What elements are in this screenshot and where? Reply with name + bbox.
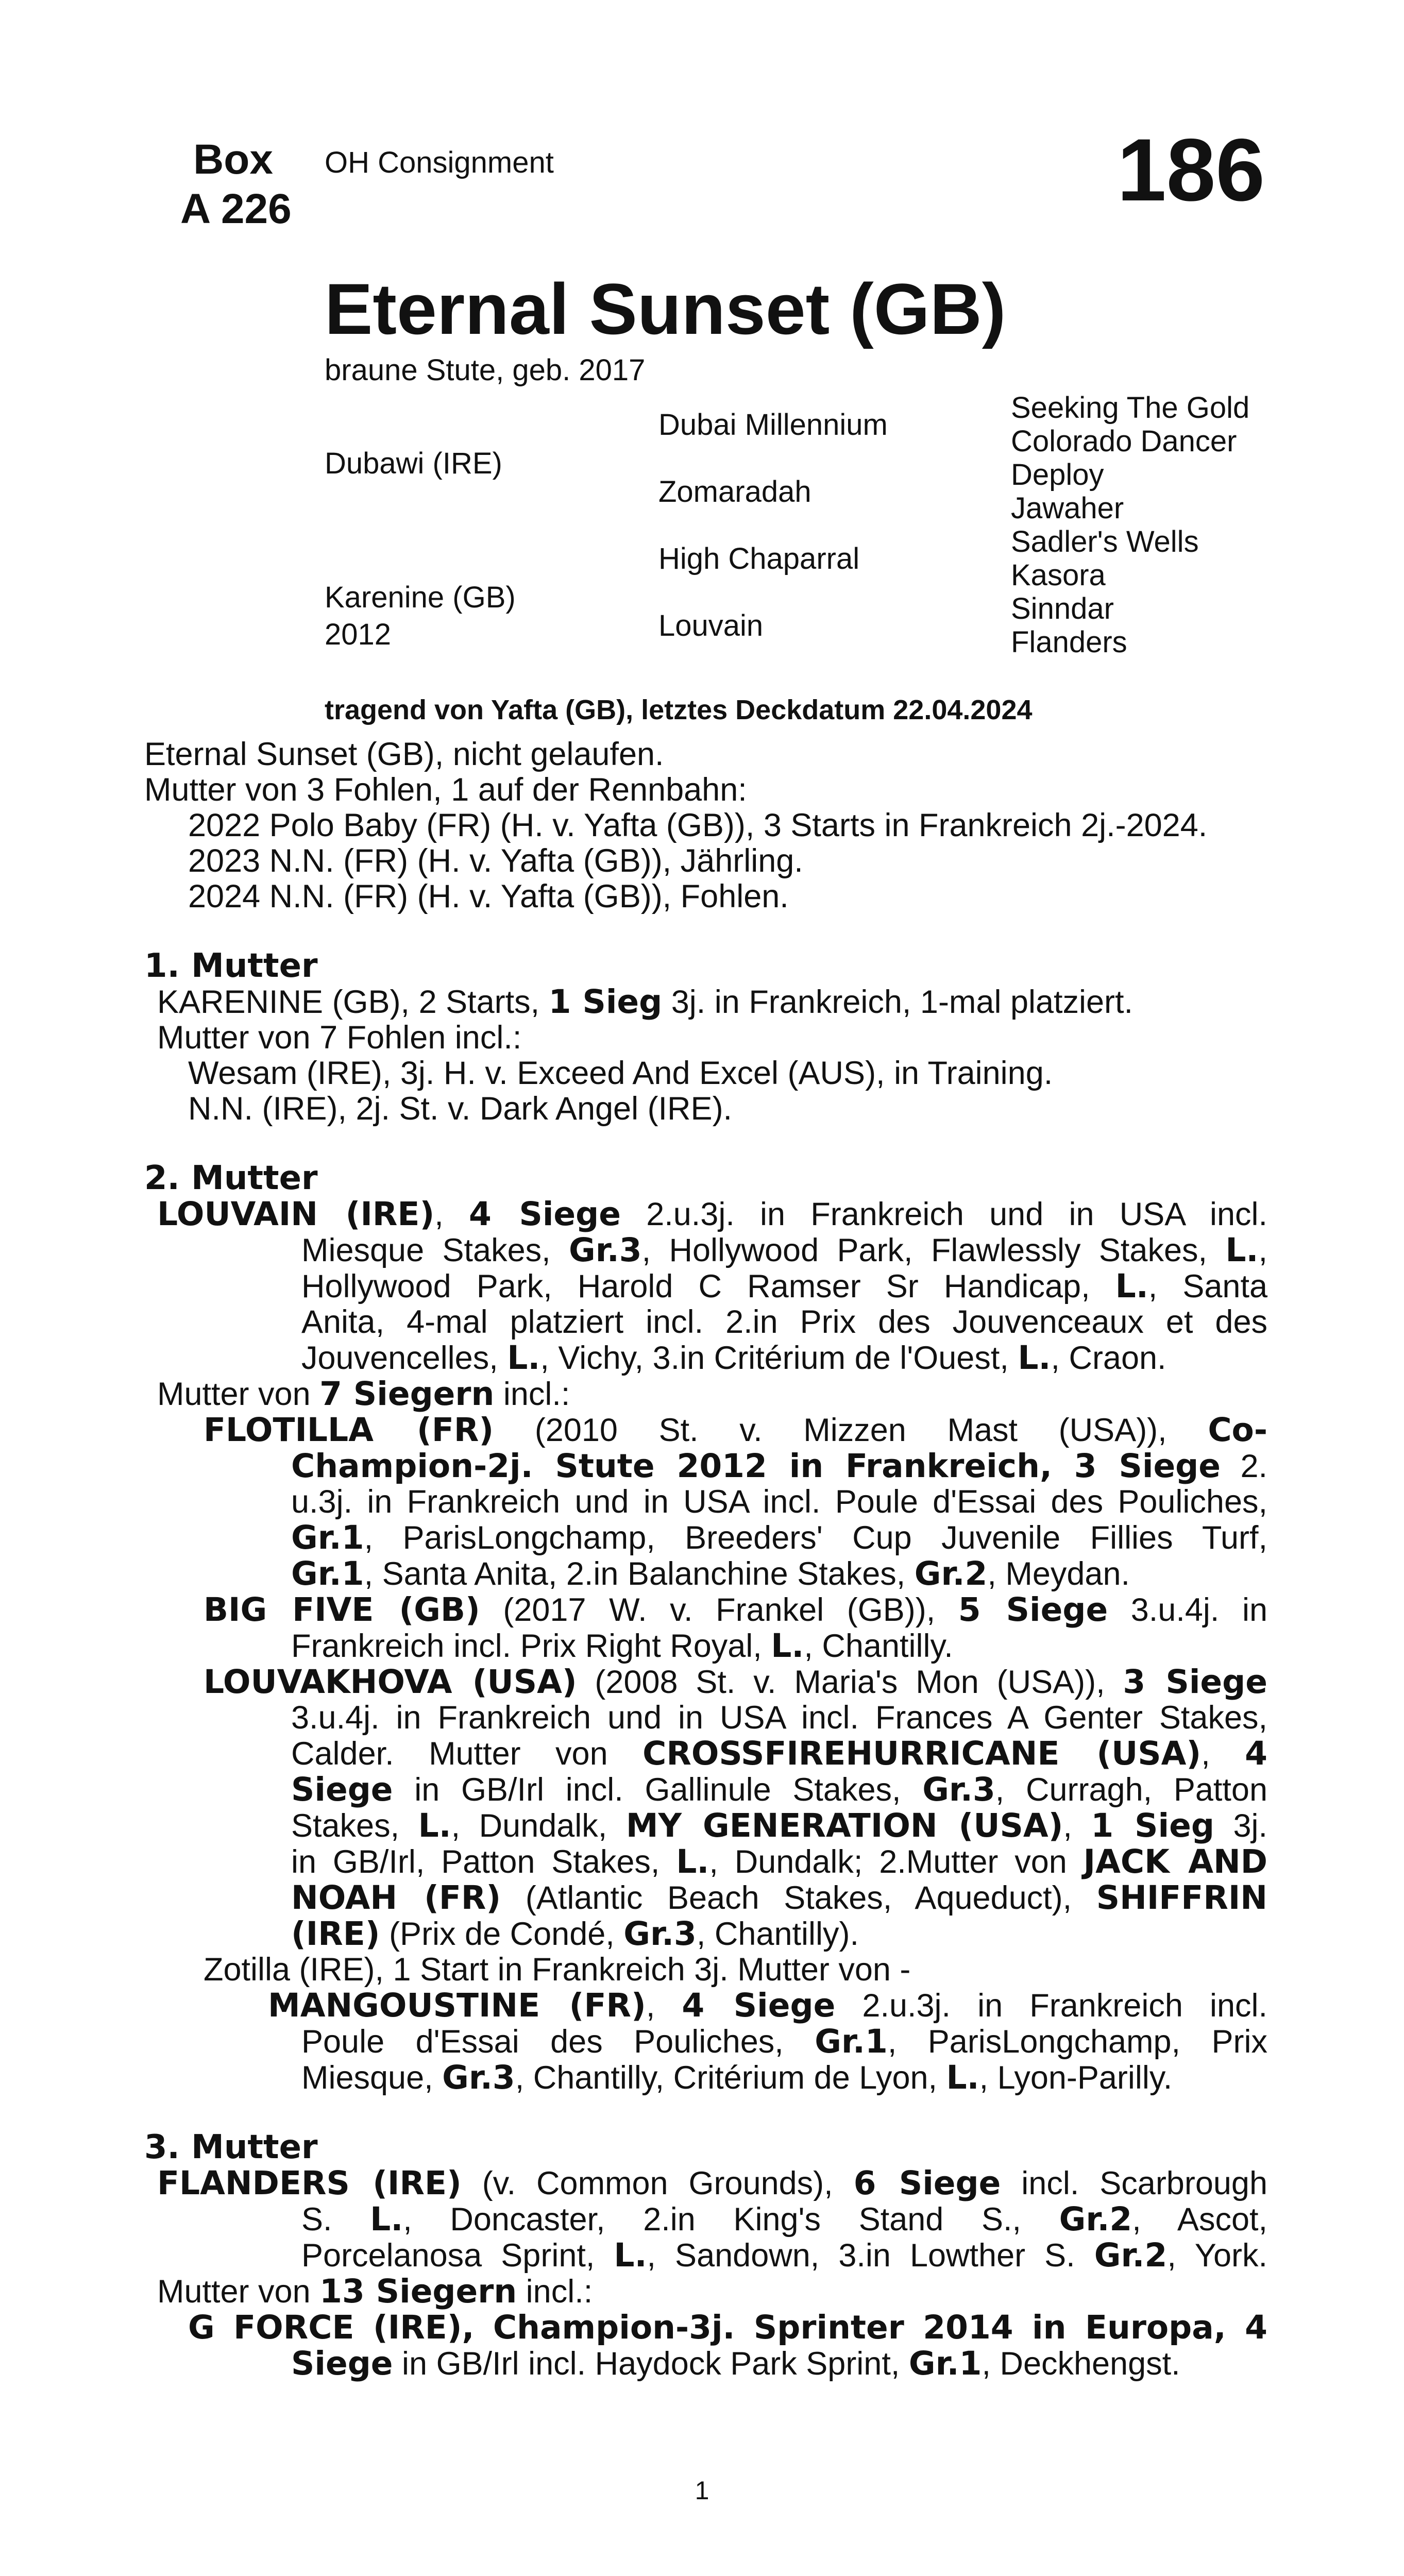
entry-bold: 4 Siege [682, 1987, 836, 2024]
entry-bold: Gr.1 [908, 2345, 982, 2382]
entry-text: incl.: [517, 2274, 593, 2310]
pedigree-ggp-7: Sinndar [1011, 592, 1114, 625]
entry-bold: Gr.1 [815, 2023, 888, 2060]
entry-bold: MANGOUSTINE (FR) [268, 1987, 646, 2024]
entry-text: , [1201, 1736, 1245, 1772]
produce-intro [144, 2274, 1267, 2310]
entry-bold: BIG FIVE (GB) [204, 1591, 480, 1629]
box-label-text: Box [193, 136, 273, 183]
entry-text: Jouvencelles, [301, 1340, 508, 1376]
horse-description: braune Stute, geb. 2017 [325, 353, 646, 387]
dam-entry [144, 1196, 1267, 1232]
lot-number: 186 [1117, 121, 1265, 219]
entry-text: , Lyon-Parilly. [979, 2060, 1173, 2096]
catalogue-body [144, 737, 1267, 2382]
entry-text: S. [301, 2201, 370, 2238]
pedigree-dam: Karenine (GB) [325, 581, 516, 614]
entry-bold: JACK AND [1083, 1843, 1267, 1880]
entry-bold: L. [418, 1807, 451, 1844]
dam-entry [144, 984, 1267, 1020]
entry-bold: 7 Siegern [319, 1375, 495, 1413]
entry-text: , Curragh, Patton [995, 1772, 1268, 1808]
entry-text: , Craon. [1051, 1340, 1166, 1376]
entry-bold: G FORCE (IRE), Champion-3j. Sprinter 2014 in Europa, 4 [188, 2309, 1267, 2346]
entry-text: 2.u.3j. in Frankreich und in USA incl. [621, 1196, 1268, 1232]
pedigree-dam-dam: Louvain [658, 609, 764, 642]
dam-entry-bold: 1 Sieg [548, 983, 663, 1021]
entry-bold: L. [614, 2236, 647, 2274]
pedigree-ggp-2: Colorado Dancer [1011, 425, 1237, 458]
covering-note: tragend von Yafta (GB), letztes Deckdatum 22.04.2024 [325, 694, 1033, 725]
produce-entry [144, 1988, 1267, 2024]
entry-line [144, 1916, 1267, 1952]
entry-line [144, 1520, 1267, 1556]
entry-line [144, 1772, 1267, 1808]
entry-bold: Gr.3 [922, 1771, 995, 1808]
pedigree-ggp-4: Jawaher [1011, 492, 1124, 525]
entry-line [144, 2060, 1267, 2096]
entry-text: , Vichy, 3.in Critérium de l'Ouest, [540, 1340, 1018, 1376]
entry-bold: Gr.2 [1094, 2236, 1168, 2274]
foal-entry: 2023 N.N. (FR) (H. v. Yafta (GB)), Jährling. [188, 843, 803, 879]
entry-bold: Champion-2j. Stute 2012 in Frankreich, 3 Siege [291, 1447, 1221, 1485]
intro-line: Eternal Sunset (GB), nicht gelaufen. [144, 736, 664, 772]
entry-bold: L. [1018, 1339, 1051, 1377]
entry-text: , [1063, 1808, 1091, 1844]
entry-text: , Deckhengst. [982, 2346, 1180, 2382]
entry-text: incl. Scarbrough [1001, 2165, 1267, 2201]
entry-text: Frankreich incl. Prix Right Royal, [291, 1628, 771, 1664]
entry-text: Mutter von [157, 2274, 320, 2310]
entry-text: , ParisLongchamp, Prix [887, 2024, 1267, 2060]
entry-bold: 13 Siegern [319, 2273, 517, 2310]
pedigree-ggp-3: Deploy [1011, 458, 1104, 492]
entry-bold: Gr.3 [569, 1231, 642, 1269]
entry-bold: FLOTILLA (FR) [204, 1411, 494, 1449]
box-label [180, 135, 292, 234]
entry-text: Miesque Stakes, [301, 1232, 569, 1268]
pedigree-ggp-1: Seeking The Gold [1011, 391, 1250, 425]
entry-line [144, 1556, 1267, 1592]
entry-text: (2008 St. v. Maria's Mon (USA)), [577, 1664, 1123, 1700]
entry-bold: SHIFFRIN [1096, 1879, 1268, 1917]
entry-text: , Ascot, [1132, 2201, 1267, 2238]
intro-line: Mutter von 3 Fohlen, 1 auf der Rennbahn: [144, 772, 747, 808]
entry-bold: L. [1225, 1231, 1259, 1269]
pedigree-ggp-5: Sadler's Wells [1011, 525, 1199, 558]
pedigree-sire: Dubawi (IRE) [325, 447, 502, 480]
entry-bold: CROSSFIREHURRICANE (USA) [642, 1735, 1202, 1772]
pedigree-ggp-6: Kasora [1011, 558, 1106, 592]
entry-line [144, 1736, 1267, 1772]
entry-text: Hollywood Park, Harold C Ramser Sr Handicap, [301, 1268, 1115, 1304]
entry-bold: Siege [291, 2345, 393, 2382]
pedigree-dam-sire: High Chaparral [658, 542, 860, 575]
entry-text: in GB/Irl incl. Haydock Park Sprint, [393, 2346, 909, 2382]
produce-entry: Zotilla (IRE), 1 Start in Frankreich 3j. Mutter von - [204, 1952, 911, 1988]
pedigree-sire-dam: Zomaradah [658, 475, 811, 509]
entry-text: , Sandown, 3.in Lowther S. [647, 2238, 1094, 2274]
entry-bold: 6 Siege [853, 2164, 1001, 2202]
entry-bold: 5 Siege [958, 1591, 1108, 1629]
entry-text: , Hollywood Park, Flawlessly Stakes, [641, 1232, 1226, 1268]
horse-name: Eternal Sunset (GB) [325, 268, 1006, 349]
produce-entry [144, 1412, 1267, 1448]
entry-line [144, 1340, 1267, 1376]
entry-bold: 4 [1245, 1735, 1268, 1772]
foal-entry: 2024 N.N. (FR) (H. v. Yafta (GB)), Fohlen. [188, 878, 789, 914]
pedigree-sire-sire: Dubai Millennium [658, 408, 888, 442]
entry-bold: Co- [1208, 1411, 1267, 1449]
entry-bold: Gr.3 [442, 2059, 515, 2096]
entry-line [144, 2346, 1267, 2382]
entry-line [144, 1232, 1267, 1268]
entry-text: , Dundalk, [451, 1808, 626, 1844]
entry-text: in GB/Irl, Patton Stakes, [291, 1844, 676, 1880]
entry-text: , Chantilly, Critérium de Lyon, [515, 2060, 946, 2096]
entry-text: , Meydan. [987, 1556, 1130, 1592]
entry-bold: FLANDERS (IRE) [157, 2164, 462, 2202]
entry-text: 2.u.3j. in Frankreich incl. [835, 1988, 1267, 2024]
entry-text: , Chantilly. [804, 1628, 953, 1664]
entry-line [144, 2024, 1267, 2060]
entry-line [144, 1268, 1267, 1304]
produce-entry [144, 1664, 1267, 1700]
entry-text: , [434, 1196, 469, 1232]
section-heading-3: 3. Mutter [144, 2128, 318, 2166]
produce-intro: Mutter von 7 Fohlen incl.: [157, 1020, 522, 1056]
entry-text: Stakes, [291, 1808, 418, 1844]
entry-bold: Gr.1 [291, 1519, 364, 1556]
entry-text: in GB/Irl incl. Gallinule Stakes, [393, 1772, 923, 1808]
entry-line [144, 1808, 1267, 1844]
entry-text: , Santa Anita, 2.in Balanchine Stakes, [364, 1556, 915, 1592]
entry-bold: L. [946, 2059, 979, 2096]
entry-bold: L. [676, 1843, 709, 1880]
entry-line [144, 2201, 1267, 2238]
entry-line [144, 1628, 1267, 1664]
pedigree-dam-year: 2012 [325, 618, 392, 651]
entry-text: , Chantilly). [696, 1916, 859, 1952]
entry-text: , [1258, 1232, 1267, 1268]
entry-bold: L. [370, 2200, 403, 2238]
produce-intro [144, 1376, 1267, 1412]
entry-bold: LOUVAKHOVA (USA) [204, 1663, 577, 1701]
entry-text: (2017 W. v. Frankel (GB)), [480, 1592, 958, 1628]
entry-text: (Atlantic Beach Stakes, Aqueduct), [501, 1880, 1096, 1916]
entry-text: Mutter von [157, 1376, 320, 1412]
entry-text: Porcelanosa Sprint, [301, 2238, 614, 2274]
section-heading-2: 2. Mutter [144, 1159, 318, 1197]
entry-bold: MY GENERATION (USA) [625, 1807, 1063, 1844]
entry-bold: NOAH (FR) [291, 1879, 501, 1917]
produce-entry: N.N. (IRE), 2j. St. v. Dark Angel (IRE). [188, 1091, 733, 1127]
entry-bold: 3 Siege [1123, 1663, 1267, 1701]
entry-line [144, 1844, 1267, 1880]
entry-bold: LOUVAIN (IRE) [157, 1195, 435, 1233]
entry-text: Poule d'Essai des Pouliches, [301, 2024, 815, 2060]
dam-entry-text: 3j. in Frankreich, 1-mal platziert. [662, 984, 1134, 1020]
entry-bold: Gr.2 [1059, 2200, 1132, 2238]
produce-entry: Wesam (IRE), 3j. H. v. Exceed And Excel (AUS), in Training. [188, 1055, 1053, 1091]
entry-text: 3.u.4j. in [1108, 1592, 1267, 1628]
entry-bold: Siege [291, 1771, 393, 1808]
entry-text: (2010 St. v. Mizzen Mast (USA)), [494, 1412, 1208, 1448]
entry-bold: (IRE) [291, 1915, 380, 1953]
box-number: A 226 [180, 185, 292, 232]
entry-line [144, 1448, 1267, 1484]
page-number: 1 [695, 2476, 709, 2505]
entry-bold: Gr.3 [623, 1915, 697, 1953]
entry-text: (v. Common Grounds), [461, 2165, 854, 2201]
entry-text: 2. [1221, 1448, 1268, 1484]
entry-text: incl.: [494, 1376, 570, 1412]
dam-entry [144, 2165, 1267, 2201]
entry-text: , Santa [1148, 1268, 1267, 1304]
produce-entry [144, 1592, 1267, 1628]
entry-text: , [646, 1988, 682, 2024]
entry-text: (Prix de Condé, [380, 1916, 624, 1952]
entry-line: u.3j. in Frankreich und in USA incl. Poule d'Essai des Pouliches, [291, 1484, 1267, 1520]
consignor: OH Consignment [325, 146, 554, 179]
entry-text: , Doncaster, 2.in King's Stand S., [403, 2201, 1059, 2238]
entry-line: Anita, 4-mal platziert incl. 2.in Prix des Jouvenceaux et des [301, 1304, 1267, 1340]
foal-entry: 2022 Polo Baby (FR) (H. v. Yafta (GB)), 3 Starts in Frankreich 2j.-2024. [188, 807, 1208, 843]
entry-line [144, 1880, 1267, 1916]
entry-bold: Gr.1 [291, 1555, 364, 1592]
entry-bold: 1 Sieg [1091, 1807, 1214, 1844]
entry-text: , Dundalk; 2.Mutter von [709, 1844, 1084, 1880]
entry-bold: L. [507, 1339, 540, 1377]
entry-text: , ParisLongchamp, Breeders' Cup Juvenile Fillies Turf, [364, 1520, 1267, 1556]
section-heading-1: 1. Mutter [144, 947, 318, 985]
produce-entry [144, 2310, 1267, 2346]
entry-line: 3.u.4j. in Frankreich und in USA incl. Frances A Genter Stakes, [291, 1700, 1267, 1736]
entry-bold: L. [771, 1627, 804, 1665]
entry-text: , York. [1167, 2238, 1267, 2274]
entry-text: Miesque, [301, 2060, 443, 2096]
dam-entry-text: KARENINE (GB), 2 Starts, [157, 984, 549, 1020]
entry-bold: 4 Siege [468, 1195, 621, 1233]
entry-bold: L. [1115, 1267, 1148, 1305]
entry-text: Calder. Mutter von [291, 1736, 643, 1772]
entry-line [144, 2238, 1267, 2274]
entry-bold: Gr.2 [914, 1555, 988, 1592]
entry-text: 3j. [1214, 1808, 1267, 1844]
pedigree-ggp-8: Flanders [1011, 625, 1127, 659]
